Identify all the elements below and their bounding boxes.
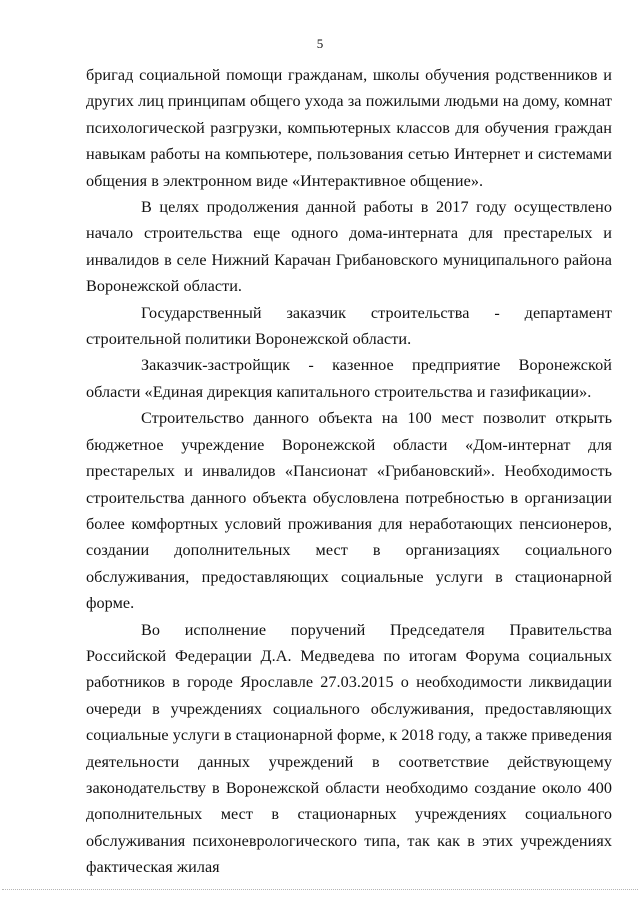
paragraph-continuation: бригад социальной помощи гражданам, школы обучения родственников и других лиц принципам общего ухода за пожилыми людьми на дому, комнат психологической разгрузки, компьютерных классов для обучения граждан навыкам работы на компьютере, пользования сетью Интернет и системами общения в электронном виде «Интерактивное общение». [86,66,612,190]
paragraph-facility-purpose: Строительство данного объекта на 100 мест позволит открыть бюджетное учреждение Воронежской области «Дом-интернат для престарелых и инвалидов «Пансионат «Грибановский». Необходимость строительства данного объекта обусловлена потребностью в организации более комфортных условий проживания для неработающих пенсионеров, создании дополнительных мест в организациях социального обслуживания, предоставляющих социальные услуги в стационарной форме. [86,409,612,613]
document-body [86,62,612,881]
scan-bottom-edge [2,889,638,890]
paragraph-government-orders: Во исполнение поручений Председателя Правительства Российской Федерации Д.А. Медведева по итогам Форума социальных работников в городе Ярославле 27.03.2015 о необходимости ликвидации очереди в учреждениях социального обслуживания, предоставляющих социальные услуги в стационарной форме, к 2018 году, а также приведения деятельности данных учреждений в соответствие действующему законодательству в Воронежской области необходимо создание около 400 дополнительных мест в стационарных учреждениях социального обслуживания психоневрологического типа, так как в этих учреждениях фактическая жилая [86,620,612,877]
page-number: 5 [316,36,324,51]
paragraph-construction-start: В целях продолжения данной работы в 2017 году осуществлено начало строительства еще одного дома-интерната для престарелых и инвалидов в селе Нижний Карачан Грибановского муниципального района Воронежской области. [86,198,612,296]
paragraph-state-customer: Государственный заказчик строительства - департамент строительной политики Воронежской области. [86,303,612,349]
paragraph-developer: Заказчик-застройщик - казенное предприятие Воронежской области «Единая дирекция капитального строительства и газификации». [86,356,612,401]
